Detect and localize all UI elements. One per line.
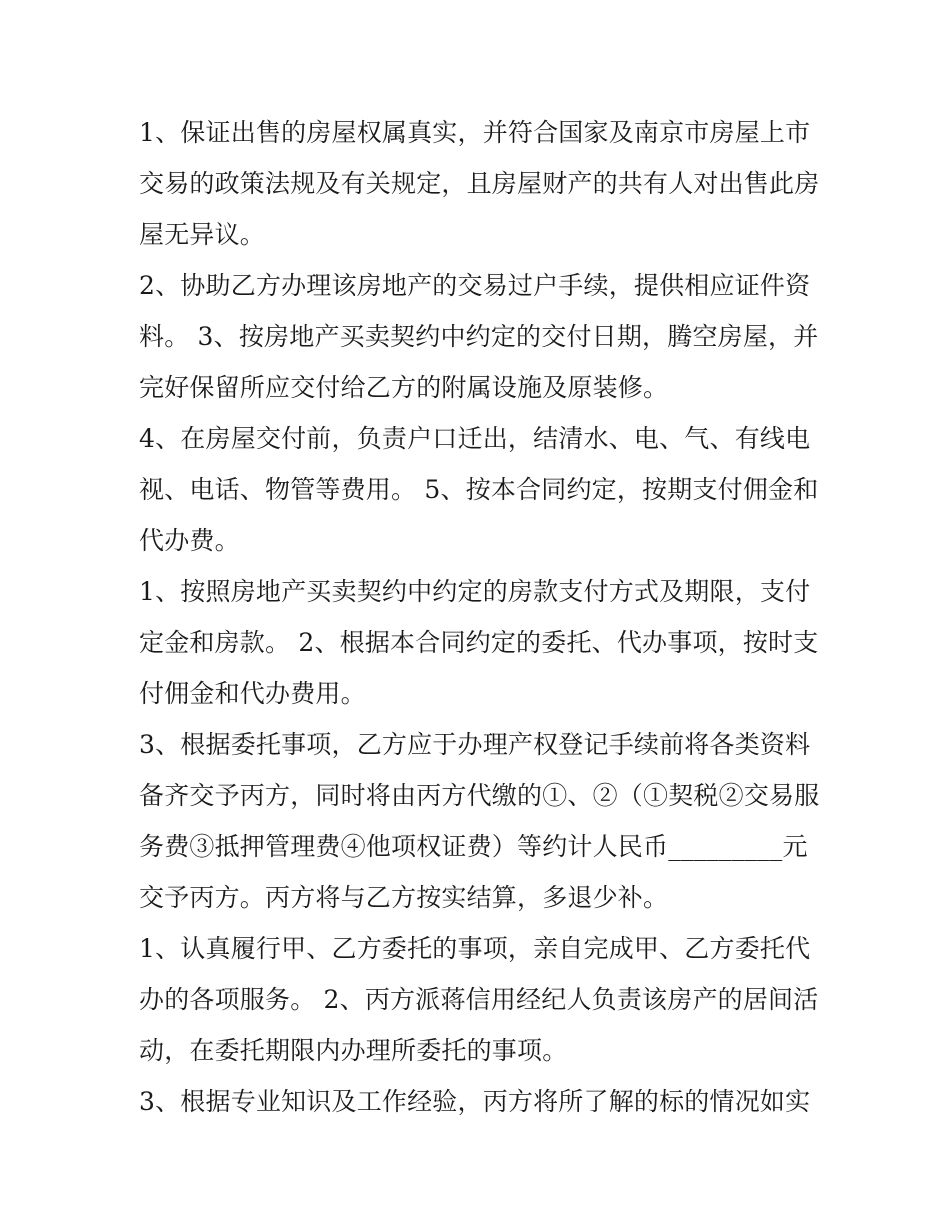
text-line: 付佣金和代办费用。 — [139, 679, 366, 708]
text-line: 办的各项服务。 2、丙方派蒋信用经纪人负责该房产的居间活 — [139, 985, 819, 1014]
text-line: 1、按照房地产买卖契约中约定的房款支付方式及期限，支付 — [139, 577, 811, 606]
text-line: 2、协助乙方办理该房地产的交易过户手续，提供相应证件资 — [139, 271, 811, 300]
text-line: 完好保留所应交付给乙方的附属设施及原装修。 — [139, 373, 669, 402]
text-line: 定金和房款。 2、根据本合同约定的委托、代办事项，按时支 — [139, 628, 819, 657]
text-line: 3、根据委托事项，乙方应于办理产权登记手续前将各类资料 — [139, 730, 811, 759]
text-line: 交易的政策法规及有关规定，且房屋财产的共有人对出售此房 — [139, 169, 820, 198]
text-line: 1、认真履行甲、乙方委托的事项，亲自完成甲、乙方委托代 — [139, 934, 811, 963]
text-line: 4、在房屋交付前，负责户口迁出，结清水、电、气、有线电 — [139, 424, 811, 453]
text-line: 视、电话、物管等费用。 5、按本合同约定，按期支付佣金和 — [139, 475, 819, 504]
text-line: 代办费。 — [139, 526, 240, 555]
text-line: 务费③抵押管理费④他项权证费）等约计人民币_________元 — [139, 832, 808, 861]
text-line: 屋无异议。 — [139, 220, 266, 249]
text-line: 交予丙方。丙方将与乙方按实结算，多退少补。 — [139, 883, 669, 912]
text-line: 料。 3、按房地产买卖契约中约定的交付日期，腾空房屋，并 — [139, 322, 819, 351]
contract-text-body — [139, 107, 819, 1127]
text-line: 动，在委托期限内办理所委托的事项。 — [139, 1036, 568, 1065]
text-line: 1、保证出售的房屋权属真实，并符合国家及南京市房屋上市 — [139, 118, 811, 147]
text-line: 备齐交予丙方，同时将由丙方代缴的①、②（①契税②交易服 — [139, 781, 820, 810]
text-line: 3、根据专业知识及工作经验，丙方将所了解的标的情况如实 — [139, 1087, 811, 1116]
